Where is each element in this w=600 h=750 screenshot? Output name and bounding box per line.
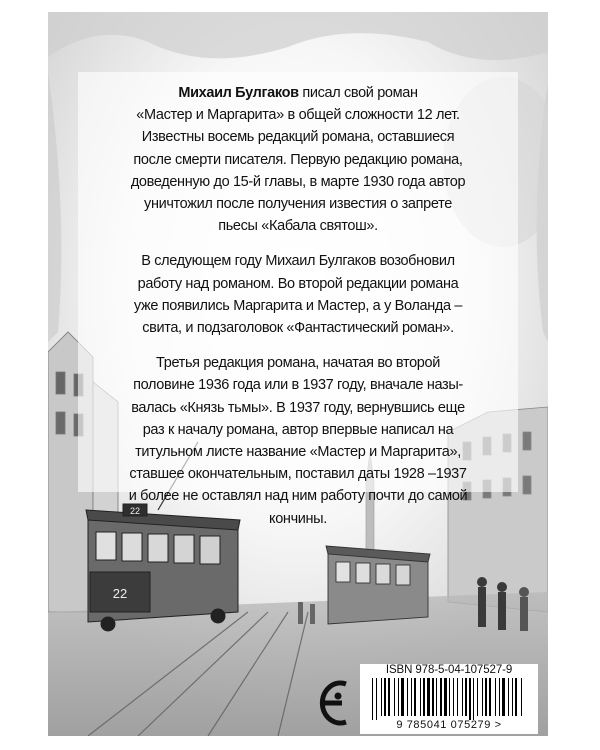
text-line: половине 1936 года или в 1937 году, вначале назы- [133,377,463,394]
text-line: Третья редакция романа, начатая во второй [156,355,440,372]
barcode-bar [508,678,509,716]
text-line: кончины. [269,510,327,527]
barcode-bar [515,678,517,716]
text-line: доведенную до 15-й главы, в марте 1930 года автор [130,173,466,190]
text-line: свита, и подзаголовок «Фантастический роман». [142,320,454,337]
text-line: пьесы «Кабала святош». [218,218,378,235]
barcode-bar [381,678,382,716]
barcode-bar [414,678,416,716]
barcode-bar [457,678,458,716]
barcode-bar [495,678,496,716]
text-line: В следующем году Михаил Булгаков возобновил [141,253,455,270]
paragraph-2 [48,250,548,339]
text-line: титульном листе название «Мастер и Маргарита», [135,444,461,461]
barcode-bar [444,678,447,716]
barcode-bar [512,678,513,716]
barcode-bar [436,678,437,716]
text-line: уже появились Маргарита и Мастер, а у Воланда – [133,297,463,314]
barcode-digits: 9 785041 075279 > [396,719,502,731]
barcode-bar [489,678,491,716]
barcode-bar [384,678,386,716]
barcode-bar [423,678,425,716]
isbn-number: ISBN 978-5-04-107527-9 [385,664,513,676]
barcode-bar [388,678,390,716]
text-line: и более не оставлял над ним работу почти до самой [128,488,468,505]
eksmo-logo-icon [316,676,354,730]
barcode-bar [499,678,500,716]
barcode-bar [473,678,474,720]
barcode-bar [482,678,483,716]
barcode-bar [401,678,404,716]
barcode-bar [427,678,430,716]
barcode-bar [485,678,487,716]
barcode-bar [411,678,412,716]
text-line: уничтожил после получения известия о запрете [144,196,452,213]
paragraph-3 [48,352,548,530]
barcode-bar [407,678,408,716]
barcode-bar [469,678,471,720]
barcode-bar [449,678,450,716]
barcode-bar [440,678,442,716]
text-line: после смерти писателя. Первую редакцию романа, [133,151,463,168]
barcode-bar [372,678,373,720]
svg-text:22: 22 [112,586,128,601]
isbn-barcode [360,664,538,734]
text-line: работу над романом. Во второй редакции романа [137,275,459,292]
barcode-bar [394,678,395,716]
barcode-bar [453,678,454,716]
text-line: ставшее окончательным, поставил даты 1928 –1937 [129,466,467,483]
barcode-bar [398,678,399,716]
barcode-bar [432,678,434,716]
barcode-bar [420,678,421,716]
tram-second [326,546,430,624]
barcode-bar [465,678,467,716]
barcode-bar [521,678,522,716]
barcode-bars [370,678,528,720]
barcode-bar [502,678,505,716]
text-line: раз к началу романа, автор впервые написал на [142,421,454,438]
barcode-bar [376,678,377,720]
svg-text:22: 22 [129,506,141,516]
author-name: Михаил Булгаков [178,85,299,101]
barcode-bar [462,678,463,716]
barcode-bar [477,678,478,716]
text-line: Известны восемь редакций романа, оставшиеся [141,129,455,146]
text-line: «Мастер и Маргарита» в общей сложности 12 лет. [136,107,460,124]
back-cover [48,12,548,736]
text-line: валась «Князь тьмы». В 1937 году, вернувшись еще [131,399,465,416]
paragraph-1: Михаил Булгаков писал свой роман «Мастер и Маргарита» в общей сложности 12 лет. Известны восемь редакций романа, оставшиеся после смерти писателя. Первую редакцию романа, доведенную до 15-й главы, в марте 1930 года автор уничтожил после получения известия о запрете пьесы «Кабала святош». [48,82,548,237]
annotation-text [48,82,548,530]
